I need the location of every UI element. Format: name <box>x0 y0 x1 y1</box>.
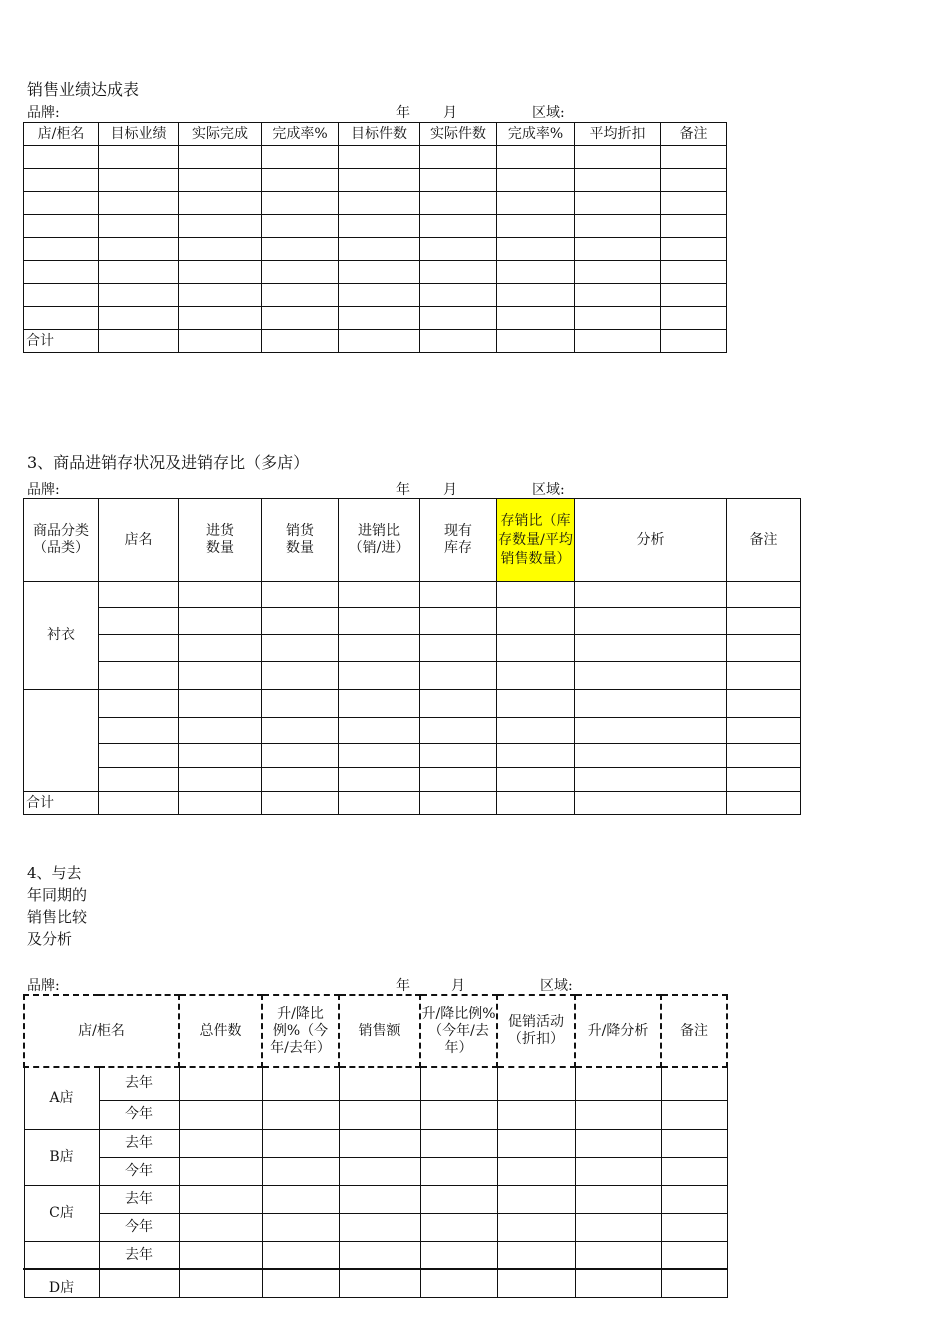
table-cell[interactable] <box>179 1269 262 1297</box>
header-cell: 店/柜名 <box>24 995 179 1067</box>
table-cell[interactable] <box>339 1185 420 1213</box>
header-cell: 分析 <box>575 499 727 582</box>
section4-title: 4、与去年同期的销售比较及分析 <box>27 864 88 948</box>
period-cell: 今年 <box>99 1157 179 1185</box>
table-cell[interactable] <box>179 1100 262 1129</box>
header-cell: 销售额 <box>339 995 420 1067</box>
period-cell: 今年 <box>99 1213 179 1241</box>
table-cell[interactable] <box>179 1067 262 1100</box>
table-header-row <box>24 995 727 1067</box>
table-cell[interactable] <box>420 1185 497 1213</box>
header-cell: 实际完成 <box>179 123 262 146</box>
table-cell[interactable] <box>497 1269 575 1297</box>
header-cell: 升/降分析 <box>575 995 661 1067</box>
period-cell: 去年 <box>99 1129 179 1157</box>
table-cell[interactable] <box>661 1129 727 1157</box>
header-cell: 完成率% <box>497 123 575 146</box>
section3-region-label: 区域: <box>532 482 565 498</box>
header-cell: 销货数量 <box>262 499 339 582</box>
section3-brand-label: 品牌: <box>27 482 60 498</box>
header-cell: 店名 <box>99 499 179 582</box>
section1-title: 销售业绩达成表 <box>27 80 140 99</box>
table-cell[interactable] <box>575 1269 661 1297</box>
header-cell: 实际件数 <box>420 123 497 146</box>
table-cell[interactable] <box>420 1100 497 1129</box>
header-cell: 目标业绩 <box>99 123 179 146</box>
section4-month-label: 月 <box>451 978 465 994</box>
table-cell[interactable] <box>179 1213 262 1241</box>
inventory-sales-ratio-header: 存销比（库存数量/平均销售数量） <box>497 499 575 582</box>
table-cell[interactable] <box>262 1067 339 1100</box>
table-cell[interactable] <box>497 1129 575 1157</box>
table-cell[interactable] <box>420 1129 497 1157</box>
table-cell[interactable] <box>179 1129 262 1157</box>
header-cell: 平均折扣 <box>575 123 661 146</box>
table-cell[interactable] <box>575 1185 661 1213</box>
table-cell[interactable] <box>661 1241 727 1269</box>
header-cell: 店/柜名 <box>24 123 99 146</box>
table-cell[interactable] <box>420 1269 497 1297</box>
table-row <box>24 1269 727 1297</box>
table-row <box>24 1157 727 1185</box>
table-cell[interactable] <box>262 1185 339 1213</box>
header-cell: 备注 <box>661 995 727 1067</box>
table-cell[interactable] <box>262 1213 339 1241</box>
header-cell: 升/降比例%（今年/去年） <box>262 995 339 1067</box>
yoy-comparison-table <box>23 994 728 1298</box>
header-cell: 完成率% <box>262 123 339 146</box>
period-cell: 去年 <box>99 1241 179 1269</box>
header-cell: 商品分类（品类） <box>24 499 99 582</box>
section3-month-label: 月 <box>443 482 457 498</box>
table-cell[interactable] <box>339 1213 420 1241</box>
table-cell[interactable] <box>339 1129 420 1157</box>
table-cell[interactable] <box>262 1269 339 1297</box>
table-cell[interactable] <box>661 1213 727 1241</box>
total-label: 合计 <box>24 330 99 353</box>
table-cell[interactable] <box>497 1067 575 1100</box>
table-cell[interactable] <box>497 1213 575 1241</box>
section1-month-label: 月 <box>443 105 457 121</box>
table-cut-line <box>23 1268 727 1270</box>
total-label: 合计 <box>24 792 99 815</box>
header-cell: 升/降比例%（今年/去年） <box>420 995 497 1067</box>
header-cell: 总件数 <box>179 995 262 1067</box>
table-cell[interactable] <box>339 1269 420 1297</box>
store-name-cell: A店 <box>24 1067 99 1129</box>
header-cell: 促销活动（折扣） <box>497 995 575 1067</box>
store-name-cell: B店 <box>24 1129 99 1185</box>
table-cell[interactable] <box>575 1241 661 1269</box>
header-cell: 现有库存 <box>420 499 497 582</box>
table-cell[interactable] <box>661 1067 727 1100</box>
table-cell[interactable] <box>339 1241 420 1269</box>
category-cell: 衬衣 <box>24 582 99 690</box>
section4-brand-label: 品牌: <box>27 978 60 994</box>
table-cell[interactable] <box>497 1241 575 1269</box>
table-cell[interactable] <box>262 1129 339 1157</box>
table-cell[interactable] <box>262 1241 339 1269</box>
table-cell[interactable] <box>179 1157 262 1185</box>
period-cell: 去年 <box>99 1067 179 1100</box>
table-cell[interactable] <box>262 1157 339 1185</box>
table-cell[interactable] <box>661 1269 727 1297</box>
table-row <box>24 1129 727 1157</box>
section4-region-label: 区域: <box>540 978 573 994</box>
table-cell[interactable] <box>420 1067 497 1100</box>
table-row <box>24 1241 727 1269</box>
table-row <box>24 1185 727 1213</box>
table-cell[interactable] <box>179 1241 262 1269</box>
section1-year-label: 年 <box>396 105 410 121</box>
section3-year-label: 年 <box>396 482 410 498</box>
table-cell[interactable] <box>661 1185 727 1213</box>
header-cell: 进货数量 <box>179 499 262 582</box>
table-cell[interactable] <box>339 1100 420 1129</box>
table-cell[interactable] <box>179 1185 262 1213</box>
table-cell[interactable] <box>497 1100 575 1129</box>
header-cell: 目标件数 <box>339 123 420 146</box>
header-cell: 备注 <box>661 123 727 146</box>
table-cell[interactable] <box>575 1067 661 1100</box>
period-cell: 今年 <box>99 1100 179 1129</box>
table-cell[interactable] <box>575 1100 661 1129</box>
table-row <box>24 1213 727 1241</box>
table-cell[interactable] <box>420 1241 497 1269</box>
period-cell: 去年 <box>99 1185 179 1213</box>
table-cell[interactable] <box>262 1100 339 1129</box>
store-name-cell: D店 <box>24 1241 99 1297</box>
table-row <box>24 1100 727 1129</box>
table-cell[interactable] <box>339 1157 420 1185</box>
table-cell[interactable] <box>575 1129 661 1157</box>
table-cell[interactable] <box>497 1157 575 1185</box>
table-cell[interactable] <box>420 1157 497 1185</box>
section1-region-label: 区域: <box>532 105 565 121</box>
section1-brand-label: 品牌: <box>27 105 60 121</box>
period-cell <box>99 1269 179 1297</box>
table-cell[interactable] <box>575 1213 661 1241</box>
header-cell: 进销比（销/进） <box>339 499 420 582</box>
table-cell[interactable] <box>661 1100 727 1129</box>
table-cell[interactable] <box>497 1185 575 1213</box>
table-row <box>24 1067 727 1100</box>
table-cell[interactable] <box>661 1157 727 1185</box>
table-cell[interactable] <box>575 1157 661 1185</box>
section4-year-label: 年 <box>396 978 410 994</box>
table-cell[interactable] <box>339 1067 420 1100</box>
header-cell: 备注 <box>727 499 801 582</box>
store-name-cell: C店 <box>24 1185 99 1241</box>
section3-title: 3、商品进销存状况及进销存比（多店） <box>27 453 310 472</box>
table-cell[interactable] <box>420 1213 497 1241</box>
